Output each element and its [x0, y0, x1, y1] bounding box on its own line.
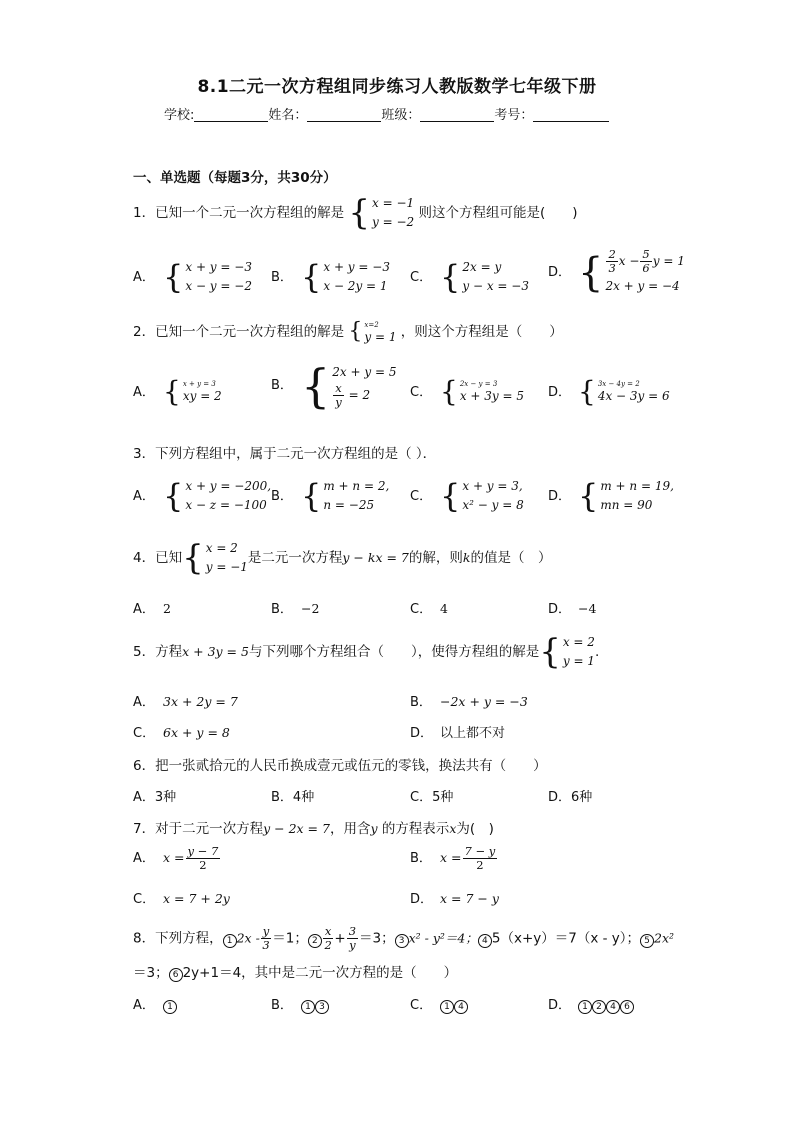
- q1-c-eq2: y − x = −3: [462, 279, 529, 293]
- circled-2: 2: [308, 934, 322, 948]
- q2-d-eq2: 4x − 3y = 6: [597, 389, 670, 403]
- circled-1: 1: [223, 934, 237, 948]
- frac-den: y: [335, 395, 342, 409]
- q4-option-c[interactable]: [410, 598, 448, 617]
- option-label: D．: [548, 998, 572, 1013]
- option-value: 以上都不对: [440, 726, 506, 741]
- q6-option-b[interactable]: B．4种: [271, 790, 315, 805]
- circled-6: 6: [620, 1000, 634, 1014]
- q4-option-b[interactable]: [271, 598, 319, 617]
- number-label: 考号：: [494, 108, 534, 123]
- option-label: C．: [410, 602, 433, 617]
- q2-option-a[interactable]: A． { x + y = 3 xy = 2: [133, 375, 222, 408]
- q7-stem-mid: ，用含: [329, 821, 371, 837]
- number-blank[interactable]: [533, 107, 609, 122]
- option-value: 2: [163, 601, 171, 616]
- q4-equation: y − kx = 7: [342, 550, 409, 565]
- question-5: [133, 633, 599, 671]
- frac-num: y: [262, 924, 270, 938]
- q8-option-b[interactable]: [271, 994, 329, 1014]
- option-value: x = 7 + 2y: [163, 891, 230, 906]
- option-label: A．: [133, 602, 155, 617]
- q3-a-eq1: x + y = −200,: [185, 479, 272, 493]
- q1-d-eq1: [605, 248, 684, 275]
- option-value: 3x + 2y = 7: [163, 694, 238, 709]
- q4-k: k: [462, 550, 471, 565]
- q2-option-d[interactable]: D． { 3x − 4y = 2 4x − 3y = 6: [548, 375, 670, 408]
- q7-option-d[interactable]: [410, 888, 499, 907]
- option-value: −2x + y = −3: [440, 694, 528, 709]
- q2-c-eq2: x + 3y = 5: [459, 389, 525, 403]
- question-3: 3．下列方程组中，属于二元一次方程组的是（ ）．: [133, 446, 437, 462]
- q2-sol-x: x=2: [364, 320, 379, 329]
- q1-solution: { x = −1 y = −2: [348, 193, 415, 233]
- q7-y: y: [370, 821, 378, 836]
- circled-3: 3: [395, 934, 409, 948]
- frac-num: x: [335, 381, 342, 395]
- circled-3: 3: [315, 1000, 329, 1014]
- option-label: D．: [548, 265, 572, 280]
- q3-option-b[interactable]: B． { m + n = 2, n = −25: [271, 477, 390, 515]
- option-label: D．: [548, 384, 572, 400]
- option-label: B．: [271, 269, 293, 285]
- q4-sol-y: y = −1: [205, 560, 248, 574]
- option-value: x = 7 − y: [440, 891, 499, 906]
- q8-option-d[interactable]: [548, 994, 634, 1014]
- q7-option-c[interactable]: [133, 888, 230, 907]
- option-label: C．: [410, 488, 433, 504]
- q8-option-a[interactable]: [133, 994, 177, 1014]
- name-label: 姓名：: [268, 108, 308, 123]
- q3-option-a[interactable]: A． { x + y = −200, x − z = −100: [133, 477, 272, 515]
- q5-equation: x + 3y = 5: [182, 644, 249, 659]
- frac-num: y − 7: [187, 844, 219, 858]
- q8-stem-tail: 2y+1＝4，其中是二元一次方程的是（ ）: [182, 965, 458, 981]
- q2-option-b[interactable]: B． { 2x + y = 5 $\frac{x}{y}$ = 2: [271, 358, 397, 413]
- q1-b-eq2: x − 2y = 1: [323, 279, 388, 293]
- q6-option-d[interactable]: D．6种: [548, 790, 593, 805]
- option-label: D．: [410, 892, 434, 907]
- q3-c-eq1: x + y = 3,: [462, 479, 523, 493]
- q4-stem: 4．已知: [133, 550, 183, 566]
- q3-a-eq2: x − z = −100: [185, 498, 267, 512]
- eq-part: x −: [618, 254, 640, 268]
- school-label: 学校:: [164, 108, 195, 123]
- page-title: 8.1二元一次方程组同步练习人教版数学七年级下册: [197, 77, 597, 97]
- frac-den: 6: [642, 261, 650, 275]
- frac-num: 2: [608, 247, 616, 261]
- q3-d-eq2: mn = 90: [600, 498, 653, 512]
- q7-option-b[interactable]: [410, 845, 498, 872]
- q3-option-d[interactable]: D． { m + n = 19, mn = 90: [548, 477, 674, 515]
- q5-stem-mid: 与下列哪个方程组合（ ），使得方程组的解是: [248, 644, 540, 660]
- option-label: D．: [548, 602, 572, 617]
- q4-solution: { x = 2 y = −1: [182, 538, 248, 578]
- q3-option-c[interactable]: C． { x + y = 3, x² − y = 8: [410, 477, 524, 515]
- q4-stem-mid2: 的解，则: [408, 550, 463, 566]
- circled-5: 5: [640, 934, 654, 948]
- eq-part: ＝3；: [133, 965, 169, 981]
- q1-option-a[interactable]: A． { x + y = −3 x − y = −2: [133, 258, 252, 296]
- q7-option-a[interactable]: [133, 845, 221, 872]
- q2-a-eq1: x + y = 3: [182, 380, 216, 388]
- eq-part: 2x -: [236, 930, 260, 946]
- class-blank[interactable]: [420, 107, 494, 122]
- eq-part: = 2: [348, 388, 371, 402]
- option-label: A．: [133, 695, 155, 710]
- option-value: 4: [440, 601, 448, 616]
- option-label: B．: [410, 695, 432, 710]
- q2-sol-y: y = 1: [364, 329, 397, 344]
- frac-den: y: [349, 938, 356, 952]
- q1-option-c[interactable]: C． { 2x = y y − x = −3: [410, 258, 529, 296]
- q3-b-eq1: m + n = 2,: [323, 479, 390, 493]
- frac-den: 2: [199, 858, 207, 872]
- frac-den: 2: [324, 938, 332, 952]
- circled-1: 1: [440, 1000, 454, 1014]
- circled-1: 1: [301, 1000, 315, 1014]
- option-label: C．: [133, 892, 156, 907]
- q5-sol-x: x = 2: [562, 635, 595, 649]
- q5-stem-tail: .: [594, 644, 600, 660]
- q7-stem-tail: 为( ): [456, 821, 494, 837]
- option-label: C．: [410, 384, 433, 400]
- school-blank[interactable]: [194, 107, 268, 122]
- q5-option-d[interactable]: [410, 722, 505, 741]
- q4-stem-tail: 的值是（ ）: [470, 550, 552, 566]
- option-label: C．: [410, 269, 433, 285]
- q1-option-d[interactable]: D． { $\frac{2}{3}$ x − $\frac{5}{6}$ y = 1 2x + y = −4: [548, 247, 685, 296]
- frac-num: 5: [642, 247, 650, 261]
- q2-option-c[interactable]: C． { 2x − y = 3 x + 3y = 5: [410, 375, 525, 408]
- q1-c-eq1: 2x = y: [462, 260, 502, 274]
- q1-d-eq2: 2x + y = −4: [605, 279, 680, 293]
- eq-part: +: [334, 930, 346, 947]
- q2-stem: 2．已知一个二元一次方程组的解是: [133, 324, 345, 340]
- q4-option-d[interactable]: [548, 598, 596, 617]
- frac-num: 7 − y: [464, 844, 496, 858]
- frac-den: 3: [608, 261, 616, 275]
- q2-stem-tail: ，则这个方程组是（ ）: [400, 324, 563, 340]
- q7-stem: 7．对于二元一次方程: [133, 821, 264, 837]
- q1-sol-y: y = −2: [372, 215, 415, 229]
- q1-a-eq2: x − y = −2: [185, 279, 252, 293]
- q1-a-eq1: x + y = −3: [185, 260, 252, 274]
- q3-c-eq2: x² − y = 8: [462, 498, 524, 512]
- q5-solution: { x = 2 y = 1: [539, 632, 595, 672]
- q5-option-b[interactable]: [410, 691, 528, 710]
- q6-option-c[interactable]: C．5种: [410, 790, 454, 805]
- option-label: C．: [410, 998, 433, 1013]
- option-value: 6x + y = 8: [163, 725, 230, 740]
- option-label: A．: [133, 269, 155, 285]
- q1-stem-tail: 则这个方程组可能是( ): [418, 205, 578, 221]
- q1-b-eq1: x + y = −3: [323, 260, 390, 274]
- option-label: A．: [133, 998, 155, 1013]
- question-6: 6．把一张贰拾元的人民币换成壹元或伍元的零钱，换法共有（ ）: [133, 758, 547, 774]
- eq-part: ＝1；: [272, 930, 308, 947]
- eq-part: x =: [163, 850, 185, 865]
- option-label: B．: [410, 851, 432, 866]
- q1-stem: 1．已知一个二元一次方程组的解是: [133, 205, 345, 221]
- question-1: [133, 194, 578, 232]
- frac-num: 3: [348, 924, 357, 938]
- q4-sol-x: x = 2: [205, 541, 238, 555]
- q8-stem: 8．下列方程，: [133, 930, 223, 947]
- question-8: [133, 925, 674, 952]
- option-label: B．: [271, 378, 293, 393]
- question-7: [133, 817, 494, 837]
- eq-part: ＝3；: [359, 930, 395, 947]
- eq-part: 5（x+y）＝7（x - y）；: [491, 930, 641, 947]
- q7-stem-mid2: 的方程表示: [381, 821, 450, 837]
- eq-part: x =: [440, 850, 462, 865]
- question-8-line2: [133, 961, 457, 982]
- q6-option-a[interactable]: A．3种: [133, 790, 177, 805]
- option-label: D．: [410, 726, 434, 741]
- option-label: B．: [271, 998, 293, 1013]
- circled-4: 4: [606, 1000, 620, 1014]
- circled-6: 6: [169, 968, 183, 982]
- option-value: −2: [301, 601, 320, 616]
- q2-b-eq1: 2x + y = 5: [332, 365, 397, 379]
- question-2: [133, 320, 563, 344]
- option-label: D．: [548, 488, 572, 504]
- option-label: B．: [271, 488, 293, 504]
- circled-1: 1: [578, 1000, 592, 1014]
- q1-sol-x: x = −1: [372, 196, 415, 210]
- option-value: −4: [578, 601, 597, 616]
- circled-4: 4: [454, 1000, 468, 1014]
- q2-solution: { x=2 y = 1: [348, 319, 397, 344]
- circled-2: 2: [592, 1000, 606, 1014]
- q3-b-eq2: n = −25: [323, 498, 375, 512]
- q8-option-c[interactable]: [410, 994, 468, 1014]
- eq-part: 2x²: [654, 930, 675, 946]
- frac-num: x: [324, 924, 332, 938]
- eq-part: y = 1: [652, 254, 685, 268]
- frac-den: 3: [262, 938, 270, 952]
- q7-x: x: [449, 821, 457, 836]
- q2-c-eq1: 2x − y = 3: [459, 380, 498, 388]
- q5-option-c[interactable]: [133, 722, 230, 741]
- class-label: 班级：: [381, 108, 421, 123]
- q2-d-eq1: 3x − 4y = 2: [597, 380, 640, 388]
- option-label: A．: [133, 384, 155, 400]
- circled-1: 1: [163, 1000, 177, 1014]
- q4-stem-mid: 是二元一次方程: [247, 550, 343, 566]
- name-blank[interactable]: [307, 107, 381, 122]
- option-label: C．: [133, 726, 156, 741]
- q2-a-eq2: xy = 2: [182, 389, 222, 403]
- q7-equation: y − 2x = 7: [263, 821, 330, 836]
- student-info-line: [164, 104, 609, 123]
- circled-4: 4: [478, 934, 492, 948]
- q5-sol-y: y = 1: [562, 654, 595, 668]
- q3-d-eq1: m + n = 19,: [600, 479, 674, 493]
- question-4: [133, 539, 551, 577]
- section-heading: 一、单选题（每题3分，共30分）: [133, 170, 337, 186]
- option-label: A．: [133, 851, 155, 866]
- q1-option-b[interactable]: B． { x + y = −3 x − 2y = 1: [271, 258, 390, 296]
- option-label: A．: [133, 488, 155, 504]
- q4-option-a[interactable]: [133, 598, 171, 617]
- option-label: B．: [271, 602, 293, 617]
- frac-den: 2: [476, 858, 484, 872]
- q2-b-eq2: [332, 382, 396, 409]
- q5-option-a[interactable]: [133, 691, 238, 710]
- q5-stem: 5．方程: [133, 644, 183, 660]
- eq-part: x² - y²＝4；: [408, 930, 478, 946]
